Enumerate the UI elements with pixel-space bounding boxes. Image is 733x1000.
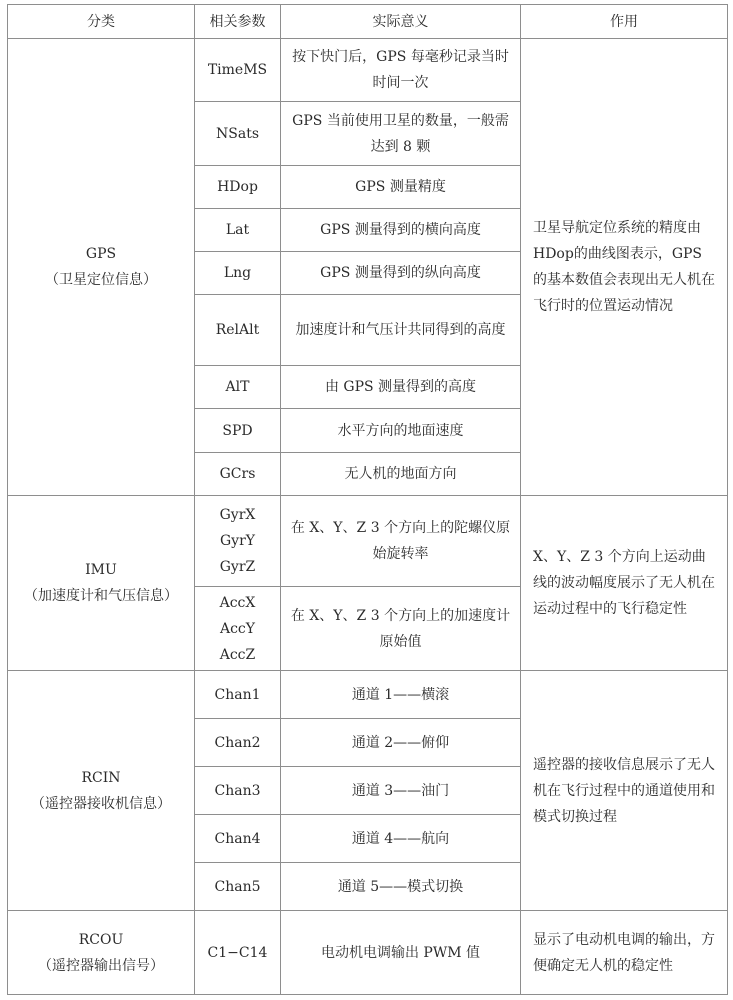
role-cell-imu: X、Y、Z 3 个方向上运动曲线的波动幅度展示了无人机在运动过程中的飞行稳定性 (521, 496, 728, 671)
param-gyrx: GyrX (219, 507, 256, 523)
param-gyry: GyrY (219, 533, 256, 549)
param-cell: Chan1 (195, 671, 281, 719)
param-cell: C1−C14 (195, 911, 281, 995)
category-cell-rcou (8, 911, 195, 995)
header-meaning: 实际意义 (281, 5, 521, 39)
meaning-cell: 通道 1——横滚 (281, 671, 521, 719)
table-row (8, 911, 728, 995)
header-param: 相关参数 (195, 5, 281, 39)
meaning-cell: GPS 测量得到的横向高度 (281, 209, 521, 252)
meaning-cell: GPS 测量精度 (281, 166, 521, 209)
category-name: IMU (85, 562, 117, 578)
meaning-cell: 在 X、Y、Z 3 个方向上的陀螺仪原始旋转率 (281, 496, 521, 587)
category-name: RCIN (81, 769, 121, 786)
param-cell: Lat (195, 209, 281, 252)
category-cell-rcin (8, 671, 195, 911)
param-cell: Lng (195, 252, 281, 295)
meaning-cell: 通道 2——俯仰 (281, 719, 521, 767)
param-cell: Chan5 (195, 863, 281, 911)
param-cell: Chan2 (195, 719, 281, 767)
meaning-cell: 通道 5——模式切换 (281, 863, 521, 911)
param-cell: Chan4 (195, 815, 281, 863)
table-row (8, 496, 728, 587)
param-cell: HDop (195, 166, 281, 209)
category-name: RCOU (78, 931, 124, 948)
meaning-cell: 无人机的地面方向 (281, 453, 521, 496)
param-cell: TimeMS (195, 39, 281, 102)
meaning-cell: 通道 3——油门 (281, 767, 521, 815)
role-cell-rcin: 遥控器的接收信息展示了无人机在飞行过程中的通道使用和模式切换过程 (521, 671, 728, 911)
param-cell: AlT (195, 366, 281, 409)
meaning-cell: 加速度计和气压计共同得到的高度 (281, 295, 521, 366)
meaning-cell: 由 GPS 测量得到的高度 (281, 366, 521, 409)
param-cell: RelAlt (195, 295, 281, 366)
table-row (8, 39, 728, 102)
param-gyrz: GyrZ (219, 559, 256, 575)
category-subtitle: （遥控器接收机信息） (31, 795, 171, 812)
category-subtitle: （遥控器输出信号） (38, 957, 164, 974)
meaning-cell: 通道 4——航向 (281, 815, 521, 863)
header-row (8, 5, 728, 39)
param-accx: AccX (219, 594, 256, 611)
meaning-cell: 水平方向的地面速度 (281, 409, 521, 453)
param-accz: AccZ (219, 646, 256, 663)
meaning-cell: 按下快门后，GPS 每毫秒记录当时时间一次 (281, 39, 521, 102)
role-cell-rcou: 显示了电动机电调的输出，方便确定无人机的稳定性 (521, 911, 728, 995)
parameter-table (7, 4, 728, 995)
param-accy: AccY (219, 620, 256, 637)
meaning-cell: 在 X、Y、Z 3 个方向上的加速度计原始值 (281, 587, 521, 671)
category-subtitle: （加速度计和气压信息） (24, 588, 178, 604)
param-cell-gyro (195, 496, 281, 587)
param-cell: SPD (195, 409, 281, 453)
param-cell: Chan3 (195, 767, 281, 815)
role-cell-gps: 卫星导航定位系统的精度由HDop的曲线图表示，GPS的基本数值会表现出无人机在飞行时的位置运动情况 (521, 39, 728, 496)
meaning-cell: GPS 测量得到的纵向高度 (281, 252, 521, 295)
param-cell: GCrs (195, 453, 281, 496)
param-cell-acc (195, 587, 281, 671)
meaning-cell: 电动机电调输出 PWM 值 (281, 911, 521, 995)
category-cell-imu (8, 496, 195, 671)
param-cell: NSats (195, 102, 281, 166)
header-category: 分类 (8, 5, 195, 39)
header-role: 作用 (521, 5, 728, 39)
category-name: GPS (85, 246, 117, 262)
category-subtitle: （卫星定位信息） (45, 272, 157, 288)
table-row (8, 671, 728, 719)
meaning-cell: GPS 当前使用卫星的数量，一般需达到 8 颗 (281, 102, 521, 166)
category-cell-gps (8, 39, 195, 496)
